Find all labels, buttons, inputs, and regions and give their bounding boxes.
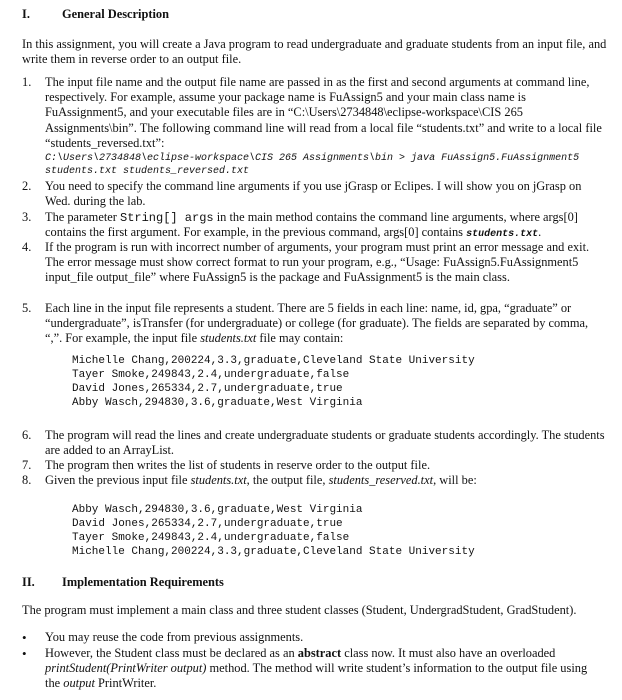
item-6-text: The program will read the lines and create undergraduate students or graduate students accordingly. The students are added to an ArrayList. bbox=[45, 428, 605, 458]
intro-paragraph: In this assignment, you will create a Java program to read undergraduate and graduate students from an input file, and write them in reverse order to an output file. bbox=[22, 37, 607, 67]
item-number: 6. bbox=[22, 428, 32, 442]
section-2-intro: The program must implement a main class and three student classes (Student, UndergradStudent, GradStudent). bbox=[22, 603, 577, 617]
section-number: I. bbox=[22, 7, 30, 21]
code-line: David Jones,265334,2.7,undergraduate,true bbox=[72, 383, 343, 395]
output-file-code-block bbox=[72, 503, 475, 559]
command-line-code: C:\Users\2734848\eclipse-workspace\CIS 265 Assignments\bin > java FuAssign5.FuAssignment5 bbox=[45, 153, 580, 164]
item-number: 7. bbox=[22, 458, 32, 472]
item-number: 4. bbox=[22, 240, 32, 254]
item-8-text: Given the previous input file students.txt, the output file, students_reserved.txt, will be: bbox=[45, 473, 477, 487]
command-line-args: students.txt students_reversed.txt bbox=[45, 166, 250, 177]
item-number: 3. bbox=[22, 210, 32, 224]
code-line: Tayer Smoke,249843,2.4,undergraduate,false bbox=[72, 369, 350, 381]
item-1-text: The input file name and the output file name are passed in as the first and second arguments at command line, respectively. For example, assume your package name is FuAssign5 and your main class name is FuAssignment5, and your executable files are in “C:\Users\2734848\eclipse-workspace\CIS 265 Assignments\bin”. The following command line will read from a local file “students.txt” and write to a local file “students_reversed.txt”: bbox=[45, 75, 602, 150]
code-line: Michelle Chang,200224,3.3,graduate,Cleveland State University bbox=[72, 355, 475, 367]
code-line: Tayer Smoke,249843,2.4,undergraduate,false bbox=[72, 532, 350, 544]
item-4-text: If the program is run with incorrect number of arguments, your program must print an error message and exit. The error message must show correct format to run your program, e.g., “Usage: FuAssign5.FuAssignment5 input_file output_file” where FuAssign5 is the package and FuAssignment5 is the main class. bbox=[45, 240, 590, 285]
section-title: General Description bbox=[62, 7, 170, 21]
code-line: Michelle Chang,200224,3.3,graduate,Cleveland State University bbox=[72, 546, 475, 558]
item-number: 1. bbox=[22, 75, 32, 89]
input-file-code-block bbox=[72, 354, 475, 410]
code-line: Abby Wasch,294830,3.6,graduate,West Virginia bbox=[72, 504, 363, 516]
section-title: Implementation Requirements bbox=[62, 575, 224, 589]
bullet-1-text: You may reuse the code from previous assignments. bbox=[45, 630, 304, 644]
code-line: David Jones,265334,2.7,undergraduate,true bbox=[72, 518, 343, 530]
item-7-text: The program then writes the list of students in reserve order to the output file. bbox=[45, 458, 431, 472]
item-number: 8. bbox=[22, 473, 32, 487]
item-3-text: The parameter String[] args in the main method contains the command line arguments, where args[0] contains the first argument. For example, in the previous command, args[0] contains students.txt. bbox=[45, 210, 578, 241]
bullet-dot: • bbox=[22, 646, 27, 661]
section-number: II. bbox=[22, 575, 35, 589]
bullet-2-text: However, the Student class must be declared as an abstract class now. It must also have an overloaded printStudent(PrintWriter output) method. The method will write student’s information to the output file using the output PrintWriter. bbox=[45, 646, 588, 691]
item-2-text: You need to specify the command line arguments if you use jGrasp or Eclipes. I will show you on jGrasp on Wed. during the lab. bbox=[45, 179, 582, 209]
item-5-text: Each line in the input file represents a student. There are 5 fields in each line: name, id, gpa, “graduate” or “undergraduate”, isTransfer (for undergraduate) or college (for graduate). The fields are separated by comma, “,”. For example, the input file students.txt file may contain: bbox=[45, 301, 589, 346]
inline-code: students.txt bbox=[466, 229, 539, 241]
item-number: 2. bbox=[22, 179, 32, 193]
item-number: 5. bbox=[22, 301, 32, 315]
inline-code: String[] args bbox=[120, 211, 214, 225]
bullet-dot: • bbox=[22, 630, 27, 645]
code-line: Abby Wasch,294830,3.6,graduate,West Virginia bbox=[72, 397, 363, 409]
